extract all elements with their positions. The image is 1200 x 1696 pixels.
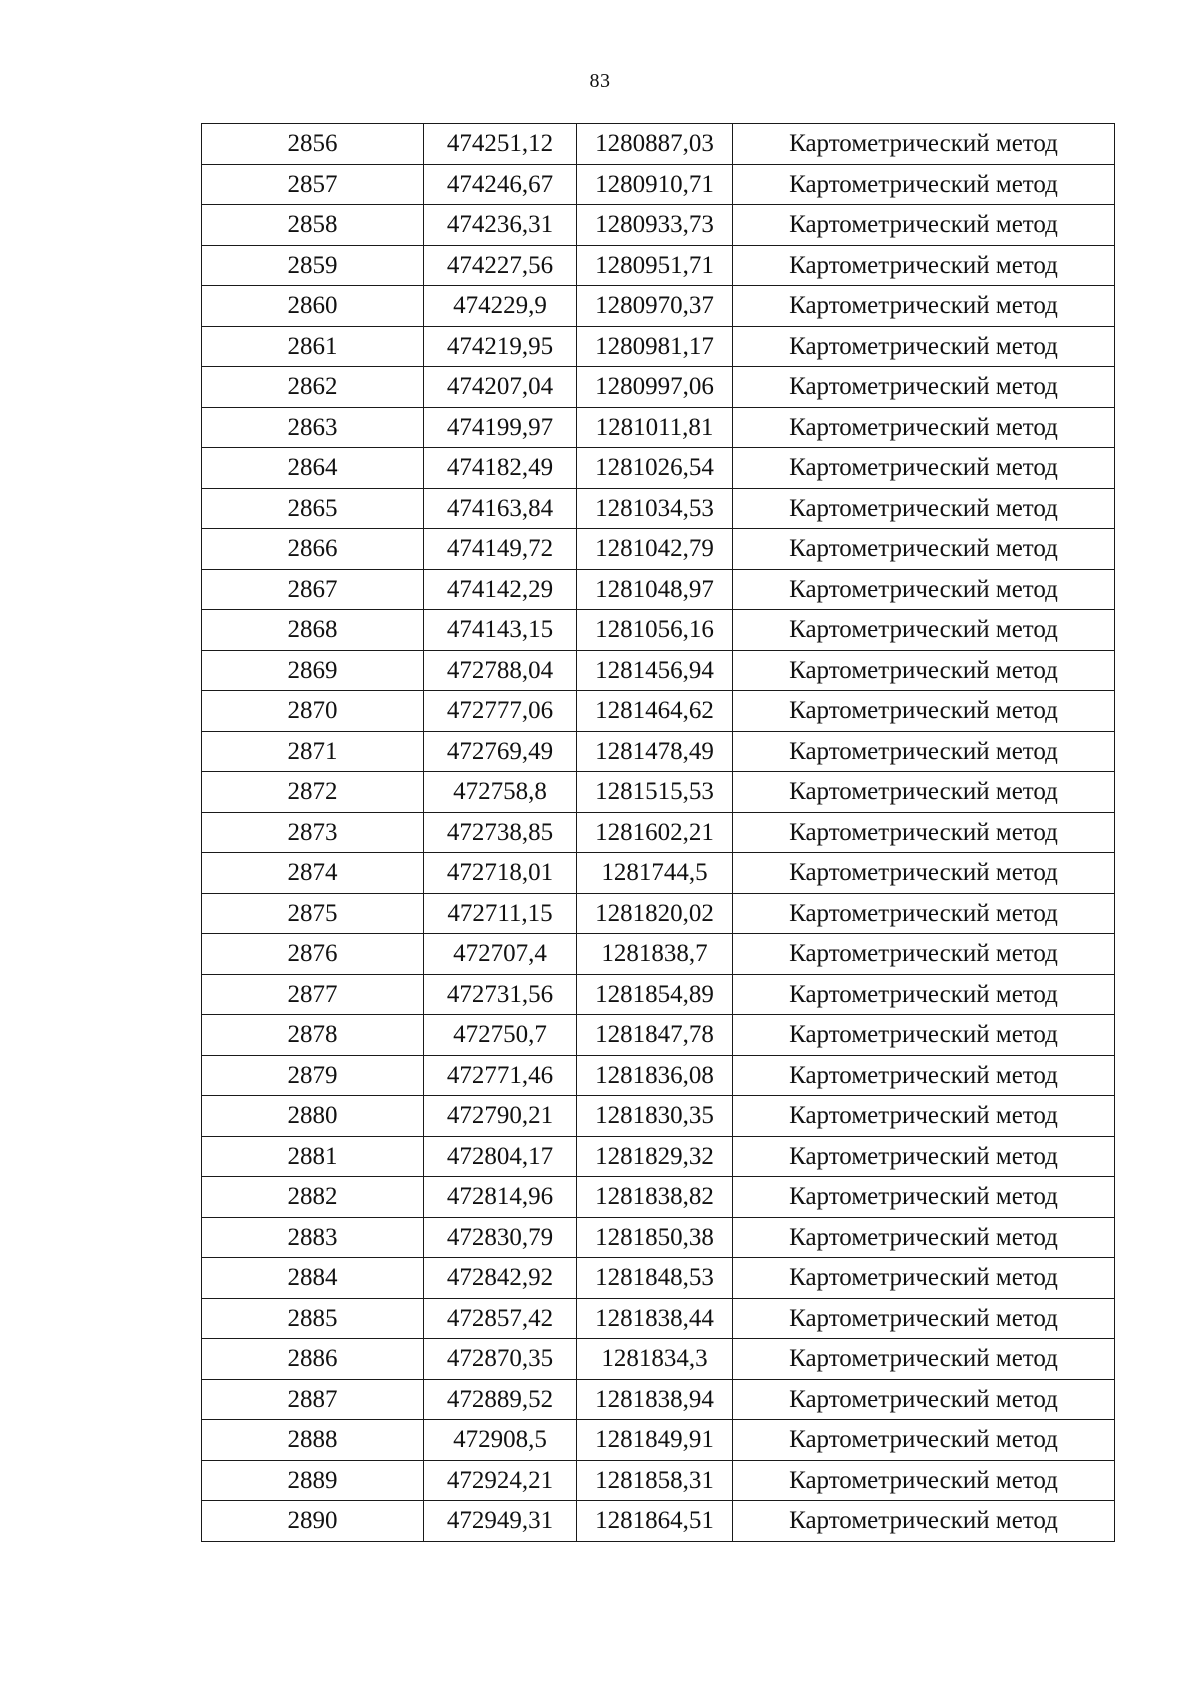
x-coordinate-cell: 474229,9 [424, 286, 577, 327]
x-coordinate-cell: 472908,5 [424, 1420, 577, 1461]
y-coordinate-cell: 1281850,38 [577, 1217, 733, 1258]
point-number-cell: 2887 [202, 1379, 424, 1420]
y-coordinate-cell: 1281026,54 [577, 448, 733, 489]
x-coordinate-cell: 474219,95 [424, 326, 577, 367]
x-coordinate-cell: 472707,4 [424, 934, 577, 975]
table-row [202, 367, 1115, 408]
y-coordinate-cell: 1281858,31 [577, 1460, 733, 1501]
y-coordinate-cell: 1280970,37 [577, 286, 733, 327]
x-coordinate-cell: 472738,85 [424, 812, 577, 853]
point-number-cell: 2878 [202, 1015, 424, 1056]
y-coordinate-cell: 1281820,02 [577, 893, 733, 934]
y-coordinate-cell: 1281011,81 [577, 407, 733, 448]
point-number-cell: 2860 [202, 286, 424, 327]
table-row [202, 691, 1115, 732]
point-number-cell: 2868 [202, 610, 424, 651]
point-number-cell: 2864 [202, 448, 424, 489]
coordinates-table-body [202, 124, 1115, 1542]
method-cell: Картометрический метод [733, 893, 1115, 934]
point-number-cell: 2886 [202, 1339, 424, 1380]
table-row [202, 1339, 1115, 1380]
y-coordinate-cell: 1281854,89 [577, 974, 733, 1015]
point-number-cell: 2880 [202, 1096, 424, 1137]
x-coordinate-cell: 474246,67 [424, 164, 577, 205]
table-row [202, 205, 1115, 246]
table-row [202, 853, 1115, 894]
y-coordinate-cell: 1280951,71 [577, 245, 733, 286]
table-row [202, 1420, 1115, 1461]
point-number-cell: 2856 [202, 124, 424, 165]
page-number: 83 [589, 70, 611, 92]
x-coordinate-cell: 472790,21 [424, 1096, 577, 1137]
point-number-cell: 2875 [202, 893, 424, 934]
y-coordinate-cell: 1281864,51 [577, 1501, 733, 1542]
x-coordinate-cell: 474149,72 [424, 529, 577, 570]
x-coordinate-cell: 472842,92 [424, 1258, 577, 1299]
method-cell: Картометрический метод [733, 812, 1115, 853]
y-coordinate-cell: 1281829,32 [577, 1136, 733, 1177]
method-cell: Картометрический метод [733, 1258, 1115, 1299]
method-cell: Картометрический метод [733, 488, 1115, 529]
y-coordinate-cell: 1281847,78 [577, 1015, 733, 1056]
method-cell: Картометрический метод [733, 1217, 1115, 1258]
method-cell: Картометрический метод [733, 569, 1115, 610]
table-row [202, 893, 1115, 934]
point-number-cell: 2881 [202, 1136, 424, 1177]
table-row [202, 812, 1115, 853]
table-row [202, 529, 1115, 570]
table-row [202, 650, 1115, 691]
x-coordinate-cell: 472711,15 [424, 893, 577, 934]
method-cell: Картометрический метод [733, 1177, 1115, 1218]
table-row [202, 1015, 1115, 1056]
x-coordinate-cell: 474142,29 [424, 569, 577, 610]
y-coordinate-cell: 1280910,71 [577, 164, 733, 205]
method-cell: Картометрический метод [733, 245, 1115, 286]
y-coordinate-cell: 1281834,3 [577, 1339, 733, 1380]
method-cell: Картометрический метод [733, 1136, 1115, 1177]
y-coordinate-cell: 1281849,91 [577, 1420, 733, 1461]
point-number-cell: 2870 [202, 691, 424, 732]
y-coordinate-cell: 1280933,73 [577, 205, 733, 246]
x-coordinate-cell: 472771,46 [424, 1055, 577, 1096]
table-row [202, 286, 1115, 327]
method-cell: Картометрический метод [733, 286, 1115, 327]
point-number-cell: 2859 [202, 245, 424, 286]
y-coordinate-cell: 1281838,44 [577, 1298, 733, 1339]
method-cell: Картометрический метод [733, 1339, 1115, 1380]
point-number-cell: 2877 [202, 974, 424, 1015]
y-coordinate-cell: 1281602,21 [577, 812, 733, 853]
y-coordinate-cell: 1281464,62 [577, 691, 733, 732]
method-cell: Картометрический метод [733, 974, 1115, 1015]
method-cell: Картометрический метод [733, 650, 1115, 691]
method-cell: Картометрический метод [733, 934, 1115, 975]
point-number-cell: 2879 [202, 1055, 424, 1096]
table-row [202, 1096, 1115, 1137]
y-coordinate-cell: 1281838,94 [577, 1379, 733, 1420]
x-coordinate-cell: 474143,15 [424, 610, 577, 651]
x-coordinate-cell: 472731,56 [424, 974, 577, 1015]
y-coordinate-cell: 1281034,53 [577, 488, 733, 529]
x-coordinate-cell: 474251,12 [424, 124, 577, 165]
y-coordinate-cell: 1281836,08 [577, 1055, 733, 1096]
method-cell: Картометрический метод [733, 164, 1115, 205]
table-row [202, 488, 1115, 529]
y-coordinate-cell: 1281478,49 [577, 731, 733, 772]
x-coordinate-cell: 474182,49 [424, 448, 577, 489]
x-coordinate-cell: 472814,96 [424, 1177, 577, 1218]
y-coordinate-cell: 1281838,7 [577, 934, 733, 975]
y-coordinate-cell: 1281848,53 [577, 1258, 733, 1299]
table-row [202, 731, 1115, 772]
table-row [202, 934, 1115, 975]
y-coordinate-cell: 1281830,35 [577, 1096, 733, 1137]
method-cell: Картометрический метод [733, 853, 1115, 894]
table-row [202, 1460, 1115, 1501]
y-coordinate-cell: 1280997,06 [577, 367, 733, 408]
point-number-cell: 2885 [202, 1298, 424, 1339]
method-cell: Картометрический метод [733, 1420, 1115, 1461]
x-coordinate-cell: 472718,01 [424, 853, 577, 894]
y-coordinate-cell: 1281048,97 [577, 569, 733, 610]
table-row [202, 1217, 1115, 1258]
x-coordinate-cell: 472830,79 [424, 1217, 577, 1258]
x-coordinate-cell: 474207,04 [424, 367, 577, 408]
method-cell: Картометрический метод [733, 205, 1115, 246]
y-coordinate-cell: 1281744,5 [577, 853, 733, 894]
x-coordinate-cell: 472788,04 [424, 650, 577, 691]
x-coordinate-cell: 472949,31 [424, 1501, 577, 1542]
method-cell: Картометрический метод [733, 407, 1115, 448]
table-row [202, 1055, 1115, 1096]
point-number-cell: 2872 [202, 772, 424, 813]
method-cell: Картометрический метод [733, 1379, 1115, 1420]
table-row [202, 124, 1115, 165]
point-number-cell: 2861 [202, 326, 424, 367]
point-number-cell: 2876 [202, 934, 424, 975]
point-number-cell: 2871 [202, 731, 424, 772]
method-cell: Картометрический метод [733, 772, 1115, 813]
point-number-cell: 2888 [202, 1420, 424, 1461]
table-row [202, 448, 1115, 489]
y-coordinate-cell: 1281056,16 [577, 610, 733, 651]
point-number-cell: 2890 [202, 1501, 424, 1542]
table-row [202, 407, 1115, 448]
x-coordinate-cell: 474236,31 [424, 205, 577, 246]
table-row [202, 569, 1115, 610]
x-coordinate-cell: 472750,7 [424, 1015, 577, 1056]
table-row [202, 1136, 1115, 1177]
method-cell: Картометрический метод [733, 1015, 1115, 1056]
y-coordinate-cell: 1281515,53 [577, 772, 733, 813]
method-cell: Картометрический метод [733, 1096, 1115, 1137]
point-number-cell: 2867 [202, 569, 424, 610]
x-coordinate-cell: 472924,21 [424, 1460, 577, 1501]
point-number-cell: 2874 [202, 853, 424, 894]
x-coordinate-cell: 474199,97 [424, 407, 577, 448]
table-row [202, 1258, 1115, 1299]
point-number-cell: 2884 [202, 1258, 424, 1299]
method-cell: Картометрический метод [733, 1298, 1115, 1339]
coordinates-table [201, 123, 1115, 1542]
method-cell: Картометрический метод [733, 529, 1115, 570]
point-number-cell: 2857 [202, 164, 424, 205]
table-row [202, 326, 1115, 367]
table-row [202, 1298, 1115, 1339]
x-coordinate-cell: 472758,8 [424, 772, 577, 813]
method-cell: Картометрический метод [733, 124, 1115, 165]
table-row [202, 1177, 1115, 1218]
method-cell: Картометрический метод [733, 1055, 1115, 1096]
table-row [202, 772, 1115, 813]
x-coordinate-cell: 474227,56 [424, 245, 577, 286]
table-row [202, 164, 1115, 205]
method-cell: Картометрический метод [733, 1460, 1115, 1501]
y-coordinate-cell: 1281456,94 [577, 650, 733, 691]
table-row [202, 610, 1115, 651]
method-cell: Картометрический метод [733, 326, 1115, 367]
point-number-cell: 2866 [202, 529, 424, 570]
method-cell: Картометрический метод [733, 1501, 1115, 1542]
method-cell: Картометрический метод [733, 367, 1115, 408]
y-coordinate-cell: 1281042,79 [577, 529, 733, 570]
table-row [202, 974, 1115, 1015]
y-coordinate-cell: 1280981,17 [577, 326, 733, 367]
y-coordinate-cell: 1281838,82 [577, 1177, 733, 1218]
point-number-cell: 2873 [202, 812, 424, 853]
point-number-cell: 2882 [202, 1177, 424, 1218]
method-cell: Картометрический метод [733, 448, 1115, 489]
x-coordinate-cell: 472769,49 [424, 731, 577, 772]
point-number-cell: 2858 [202, 205, 424, 246]
point-number-cell: 2869 [202, 650, 424, 691]
table-row [202, 1379, 1115, 1420]
method-cell: Картометрический метод [733, 610, 1115, 651]
point-number-cell: 2865 [202, 488, 424, 529]
method-cell: Картометрический метод [733, 731, 1115, 772]
x-coordinate-cell: 472857,42 [424, 1298, 577, 1339]
x-coordinate-cell: 474163,84 [424, 488, 577, 529]
x-coordinate-cell: 472889,52 [424, 1379, 577, 1420]
table-row [202, 245, 1115, 286]
point-number-cell: 2889 [202, 1460, 424, 1501]
y-coordinate-cell: 1280887,03 [577, 124, 733, 165]
x-coordinate-cell: 472804,17 [424, 1136, 577, 1177]
x-coordinate-cell: 472870,35 [424, 1339, 577, 1380]
point-number-cell: 2862 [202, 367, 424, 408]
table-row [202, 1501, 1115, 1542]
point-number-cell: 2863 [202, 407, 424, 448]
method-cell: Картометрический метод [733, 691, 1115, 732]
point-number-cell: 2883 [202, 1217, 424, 1258]
x-coordinate-cell: 472777,06 [424, 691, 577, 732]
